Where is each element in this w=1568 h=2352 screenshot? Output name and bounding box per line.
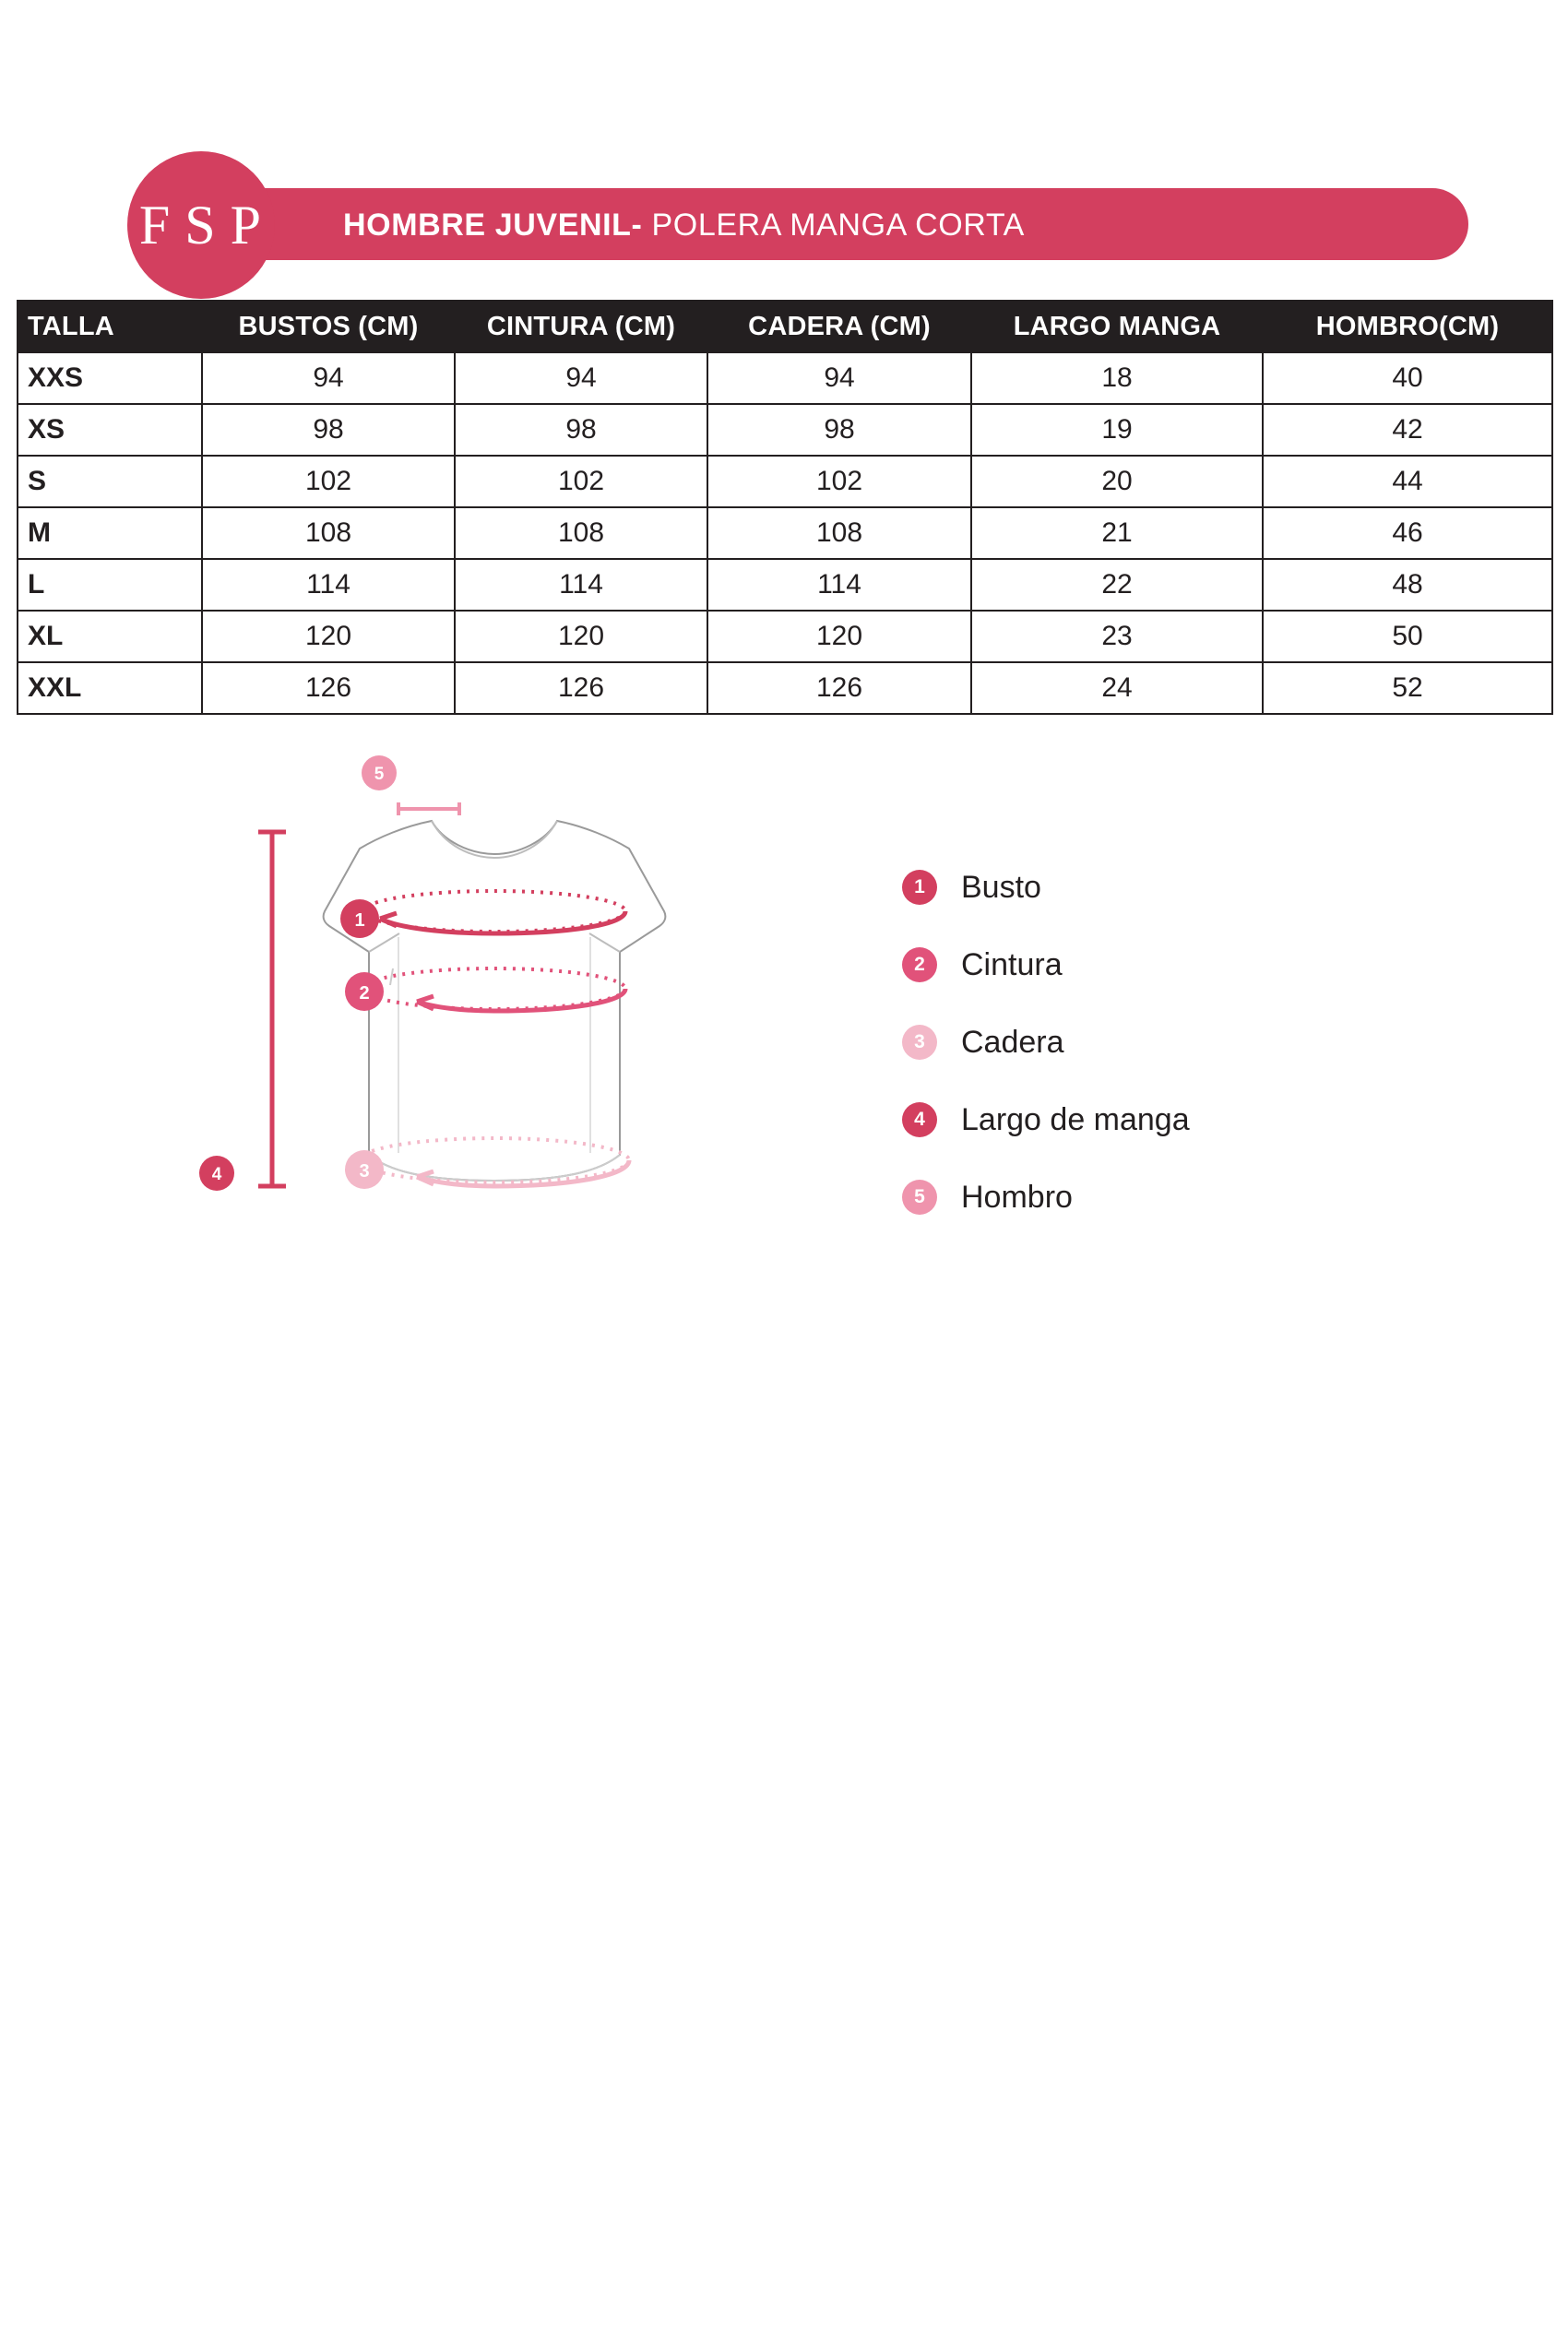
table-header-row <box>18 301 1552 352</box>
table-row <box>18 352 1552 404</box>
legend-badge-5: 5 <box>902 1180 937 1215</box>
marker-2-number: 2 <box>359 983 370 1004</box>
cell-cadera: 98 <box>707 404 971 456</box>
cell-hombro: 50 <box>1263 611 1552 662</box>
cell-cadera: 120 <box>707 611 971 662</box>
size-table-body <box>18 352 1552 714</box>
cell-largo-manga: 20 <box>971 456 1263 507</box>
cell-largo-manga: 24 <box>971 662 1263 714</box>
cell-bustos: 98 <box>202 404 455 456</box>
cell-cadera: 94 <box>707 352 971 404</box>
page-title <box>343 205 1431 245</box>
table-row <box>18 611 1552 662</box>
cell-talla: M <box>18 507 202 559</box>
cell-bustos: 120 <box>202 611 455 662</box>
cell-cintura: 120 <box>455 611 707 662</box>
size-table-head <box>18 301 1552 352</box>
length-measure-bracket <box>258 832 286 1186</box>
legend-badge-3: 3 <box>902 1025 937 1060</box>
cell-largo-manga: 19 <box>971 404 1263 456</box>
cell-cintura: 102 <box>455 456 707 507</box>
measurement-legend <box>902 849 1419 1236</box>
garment-diagram <box>166 738 812 1310</box>
legend-badge-4: 4 <box>902 1102 937 1137</box>
marker-5-number: 5 <box>374 765 385 784</box>
legend-item-largo-de-manga <box>902 1081 1419 1158</box>
cell-hombro: 46 <box>1263 507 1552 559</box>
size-table-container <box>17 300 1551 715</box>
legend-label-5: Hombro <box>961 1179 1073 1215</box>
cell-bustos: 126 <box>202 662 455 714</box>
marker-4-number: 4 <box>211 1165 222 1184</box>
cell-largo-manga: 21 <box>971 507 1263 559</box>
cell-largo-manga: 23 <box>971 611 1263 662</box>
table-row <box>18 662 1552 714</box>
cell-bustos: 102 <box>202 456 455 507</box>
cell-bustos: 108 <box>202 507 455 559</box>
legend-item-busto <box>902 849 1419 926</box>
table-row <box>18 507 1552 559</box>
cell-cadera: 126 <box>707 662 971 714</box>
cell-talla: XXL <box>18 662 202 714</box>
cell-hombro: 44 <box>1263 456 1552 507</box>
column-header-cintura: CINTURA (CM) <box>455 301 707 352</box>
legend-item-cintura <box>902 926 1419 1004</box>
shoulder-measure-bracket <box>387 777 459 815</box>
table-row <box>18 559 1552 611</box>
page-title-bold: HOMBRE JUVENIL- <box>343 208 643 243</box>
table-row <box>18 404 1552 456</box>
cell-hombro: 40 <box>1263 352 1552 404</box>
cell-cintura: 114 <box>455 559 707 611</box>
cell-bustos: 114 <box>202 559 455 611</box>
legend-label-3: Cadera <box>961 1024 1064 1060</box>
cell-talla: XXS <box>18 352 202 404</box>
cell-talla: L <box>18 559 202 611</box>
cell-cintura: 126 <box>455 662 707 714</box>
legend-item-hombro <box>902 1158 1419 1236</box>
cell-bustos: 94 <box>202 352 455 404</box>
cell-cadera: 108 <box>707 507 971 559</box>
marker-3-number: 3 <box>359 1161 370 1182</box>
size-table <box>17 300 1553 715</box>
column-header-bustos: BUSTOS (CM) <box>202 301 455 352</box>
page-title-light: POLERA MANGA CORTA <box>642 208 1025 243</box>
marker-1-number: 1 <box>354 910 365 931</box>
cell-cintura: 94 <box>455 352 707 404</box>
column-header-largo-manga: LARGO MANGA <box>971 301 1263 352</box>
cell-largo-manga: 22 <box>971 559 1263 611</box>
cell-talla: XS <box>18 404 202 456</box>
legend-label-2: Cintura <box>961 946 1063 982</box>
legend-badge-2: 2 <box>902 947 937 982</box>
legend-badge-1: 1 <box>902 870 937 905</box>
legend-label-4: Largo de manga <box>961 1101 1190 1137</box>
cell-cadera: 114 <box>707 559 971 611</box>
cell-cintura: 98 <box>455 404 707 456</box>
legend-label-1: Busto <box>961 869 1041 905</box>
logo-icon <box>127 151 275 299</box>
cell-largo-manga: 18 <box>971 352 1263 404</box>
cell-cintura: 108 <box>455 507 707 559</box>
cell-hombro: 48 <box>1263 559 1552 611</box>
page-header <box>0 76 1568 255</box>
table-row <box>18 456 1552 507</box>
column-header-cadera: CADERA (CM) <box>707 301 971 352</box>
cell-cadera: 102 <box>707 456 971 507</box>
column-header-talla: TALLA <box>18 301 202 352</box>
legend-item-cadera <box>902 1004 1419 1081</box>
cell-hombro: 42 <box>1263 404 1552 456</box>
cell-hombro: 52 <box>1263 662 1552 714</box>
column-header-hombro: HOMBRO(CM) <box>1263 301 1552 352</box>
cell-talla: S <box>18 456 202 507</box>
logo-text: F S P <box>138 195 264 255</box>
cell-talla: XL <box>18 611 202 662</box>
